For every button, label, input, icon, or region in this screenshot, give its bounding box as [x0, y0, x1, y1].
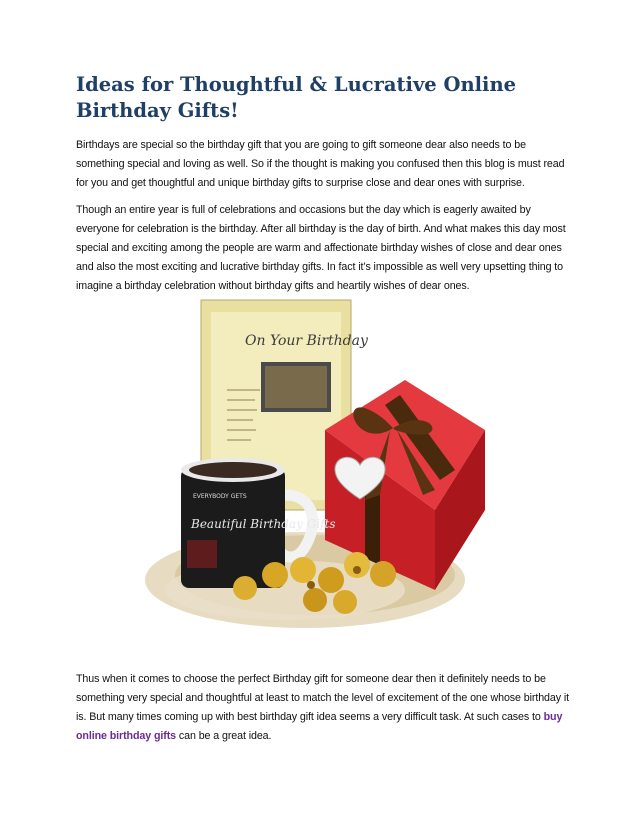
mug-title: Beautiful Birthday Gifts	[191, 517, 336, 531]
conclusion-text: Thus when it comes to choose the perfect Birthday gift for someone dear then it definitely needs to be something very special and thoughtful at least to match the level of excitement of the one whose birthday it is. But many times coming up with best birthday gift idea seems a very difficult task. At such cases to	[76, 673, 569, 723]
conclusion-end: can be a great idea.	[176, 730, 272, 742]
paragraph-intro: Birthdays are special so the birthday gift that you are going to gift someone dear also needs to be something special and loving as well. So if the thought is making you confused then this blog is must read for you and get thoughtful and unique birthday gifts to surprise close and dear ones with surprise.	[76, 139, 565, 189]
card-title: On Your Birthday	[245, 333, 368, 349]
article-continued	[76, 670, 570, 754]
paragraph-celebration: Though an entire year is full of celebrations and occasions but the day which is eagerly awaited by everyone for celebration is the birthday. After all birthday is the day of birth. And what makes this day most special and exciting among the people are warm and affectionate birthday wishes of close and dear ones and also the most exciting and lucrative birthday gifts. In fact it’s impossible as well very upsetting thing to imagine a birthday celebration without birthday gifts and heartily wishes of dear ones.	[76, 204, 566, 292]
mug-tagline: EVERYBODY GETS	[193, 493, 247, 500]
article-title: Ideas for Thoughtful & Lucrative Online Birthday Gifts!	[76, 73, 517, 122]
article	[76, 72, 570, 304]
buy-online-birthday-gifts-link[interactable]: buy online birthday gifts	[76, 711, 563, 742]
gift-hamper-image	[135, 290, 505, 660]
paragraph-conclusion	[76, 670, 570, 746]
